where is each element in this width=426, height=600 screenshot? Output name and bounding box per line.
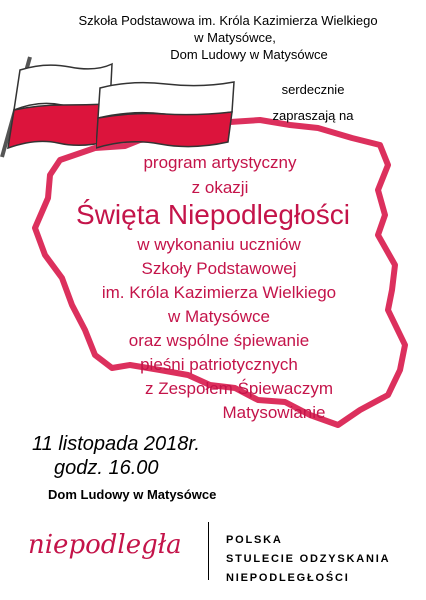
polish-flag-right xyxy=(96,74,236,154)
event-date: 11 listopada 2018r. xyxy=(32,433,200,455)
detail-line: w Matysówce xyxy=(167,307,271,326)
detail-line: Szkoły Podstawowej xyxy=(141,259,297,278)
event-time: godz. 16.00 xyxy=(54,457,159,479)
detail-line: im. Króla Kazimierza Wielkiego xyxy=(101,283,337,302)
header-line-1: Szkoła Podstawowa im. Króla Kazimierza Wielkiego xyxy=(78,13,378,28)
organizer-header xyxy=(0,12,426,63)
centenary-logo-text xyxy=(226,531,390,588)
header-line-2: w Matysówce, xyxy=(194,30,276,45)
logo-line-1: POLSKA xyxy=(226,534,283,546)
program-line-2: z okazji xyxy=(191,178,249,197)
program-line-1: program artystyczny xyxy=(143,153,297,172)
header-line-3: Dom Ludowy w Matysówce xyxy=(170,47,328,62)
invite-line-2: zapraszają na xyxy=(272,108,354,123)
detail-line: w wykonaniu uczniów xyxy=(137,235,301,254)
detail-line: oraz wspólne śpiewanie xyxy=(128,331,310,350)
invite-line-1: serdecznie xyxy=(281,82,345,97)
event-title: Święta Niepodległości xyxy=(76,199,350,230)
logo-line-2: STULECIE ODZYSKANIA xyxy=(226,553,391,565)
detail-line: pieśni patriotycznych xyxy=(140,355,298,374)
logo-line-3: NIEPODLEGŁOŚCI xyxy=(226,572,350,584)
niepodlegla-logo-script: niepodległa xyxy=(28,530,182,560)
event-place: Dom Ludowy w Matysówce xyxy=(48,487,217,502)
detail-line: z Zespołem Śpiewaczym xyxy=(144,379,333,398)
logo-divider xyxy=(208,522,209,580)
program-intro xyxy=(100,150,340,200)
detail-line: Matysowianie xyxy=(222,403,326,422)
program-details xyxy=(60,233,378,425)
